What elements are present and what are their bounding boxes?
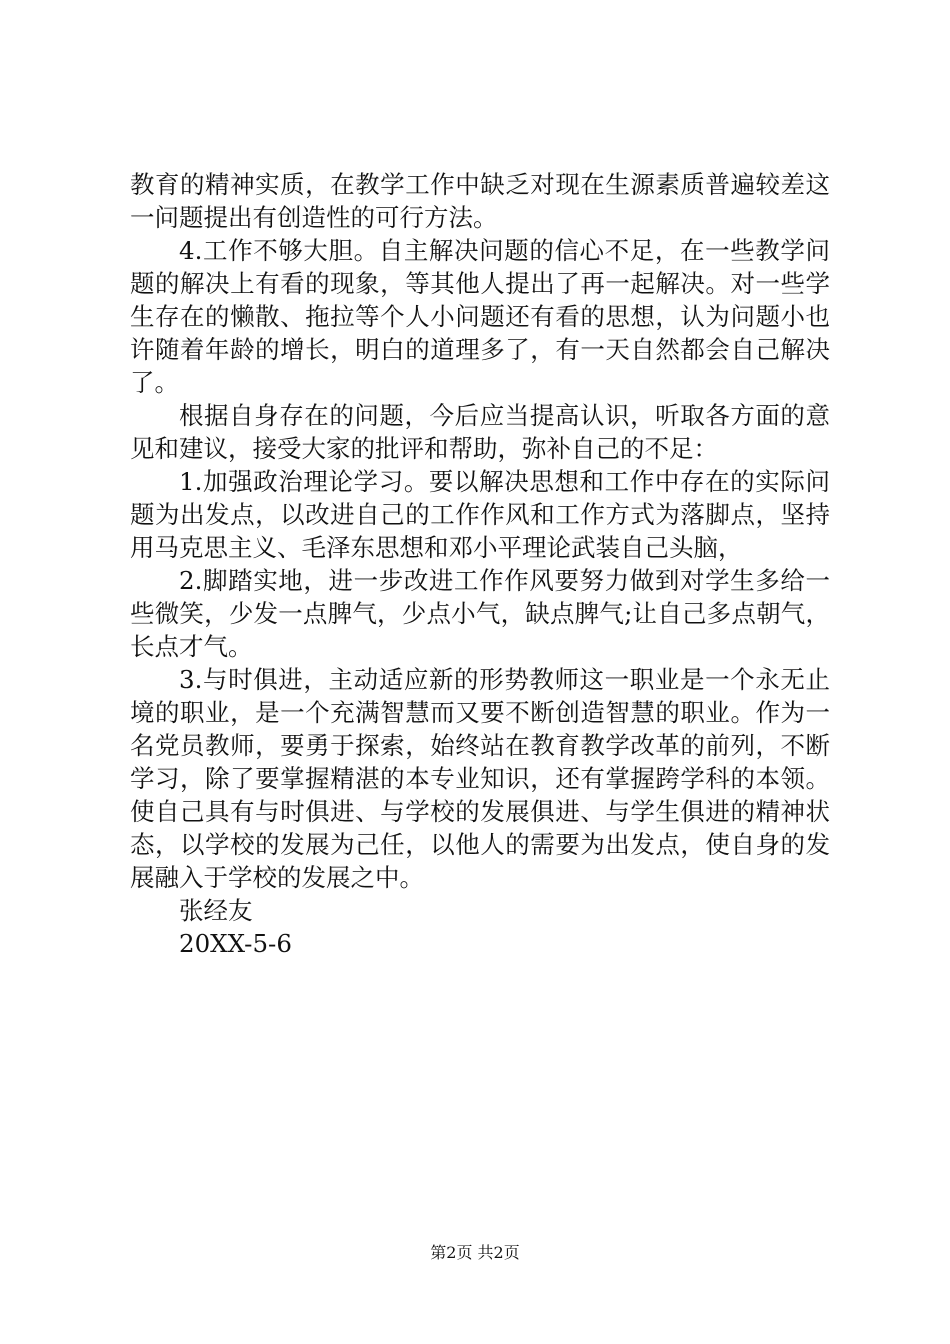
page-number-footer: 第2页 共2页 bbox=[430, 1243, 520, 1262]
paragraph-continuation: 教育的精神实质，在教学工作中缺乏对现在生源素质普遍较差这一问题提出有创造性的可行方法。 bbox=[130, 170, 830, 232]
paragraph-improvement-3: 3.与时俱进，主动适应新的形势教师这一职业是一个永无止境的职业，是一个充满智慧而又要不断创造智慧的职业。作为一名党员教师，要勇于探索，始终站在教育教学改革的前列，不断学习，除了要掌握精湛的本专业知识，还有掌握跨学科的本领。使自己具有与时俱进、与学校的发展俱进、与学生俱进的精神状态，以学校的发展为己任，以他人的需要为出发点，使自身的发展融入于学校的发展之中。 bbox=[130, 665, 830, 892]
paragraph-improvement-1: 1.加强政治理论学习。要以解决思想和工作中存在的实际问题为出发点，以改进自己的工作作风和工作方式为落脚点，坚持用马克思主义、毛泽东思想和邓小平理论武装自己头脑， bbox=[130, 467, 830, 562]
paragraph-improvement-2: 2.脚踏实地，进一步改进工作作风要努力做到对学生多给一些微笑，少发一点脾气，少点小气，缺点脾气;让自己多点朝气，长点才气。 bbox=[130, 566, 830, 661]
paragraph-improvement-intro: 根据自身存在的问题，今后应当提高认识，听取各方面的意见和建议，接受大家的批评和帮助，弥补自己的不足： bbox=[130, 401, 830, 463]
paragraph-item-4: 4.工作不够大胆。自主解决问题的信心不足，在一些教学问题的解决上有看的现象，等其他人提出了再一起解决。对一些学生存在的懒散、拖拉等个人小问题还有看的思想，认为问题小也许随着年龄的增长，明白的道理多了，有一天自然都会自己解决了。 bbox=[130, 236, 830, 397]
signature-name: 张经友 bbox=[179, 896, 253, 925]
document-body bbox=[130, 168, 830, 960]
signature-date: 20XX-5-6 bbox=[179, 929, 292, 958]
